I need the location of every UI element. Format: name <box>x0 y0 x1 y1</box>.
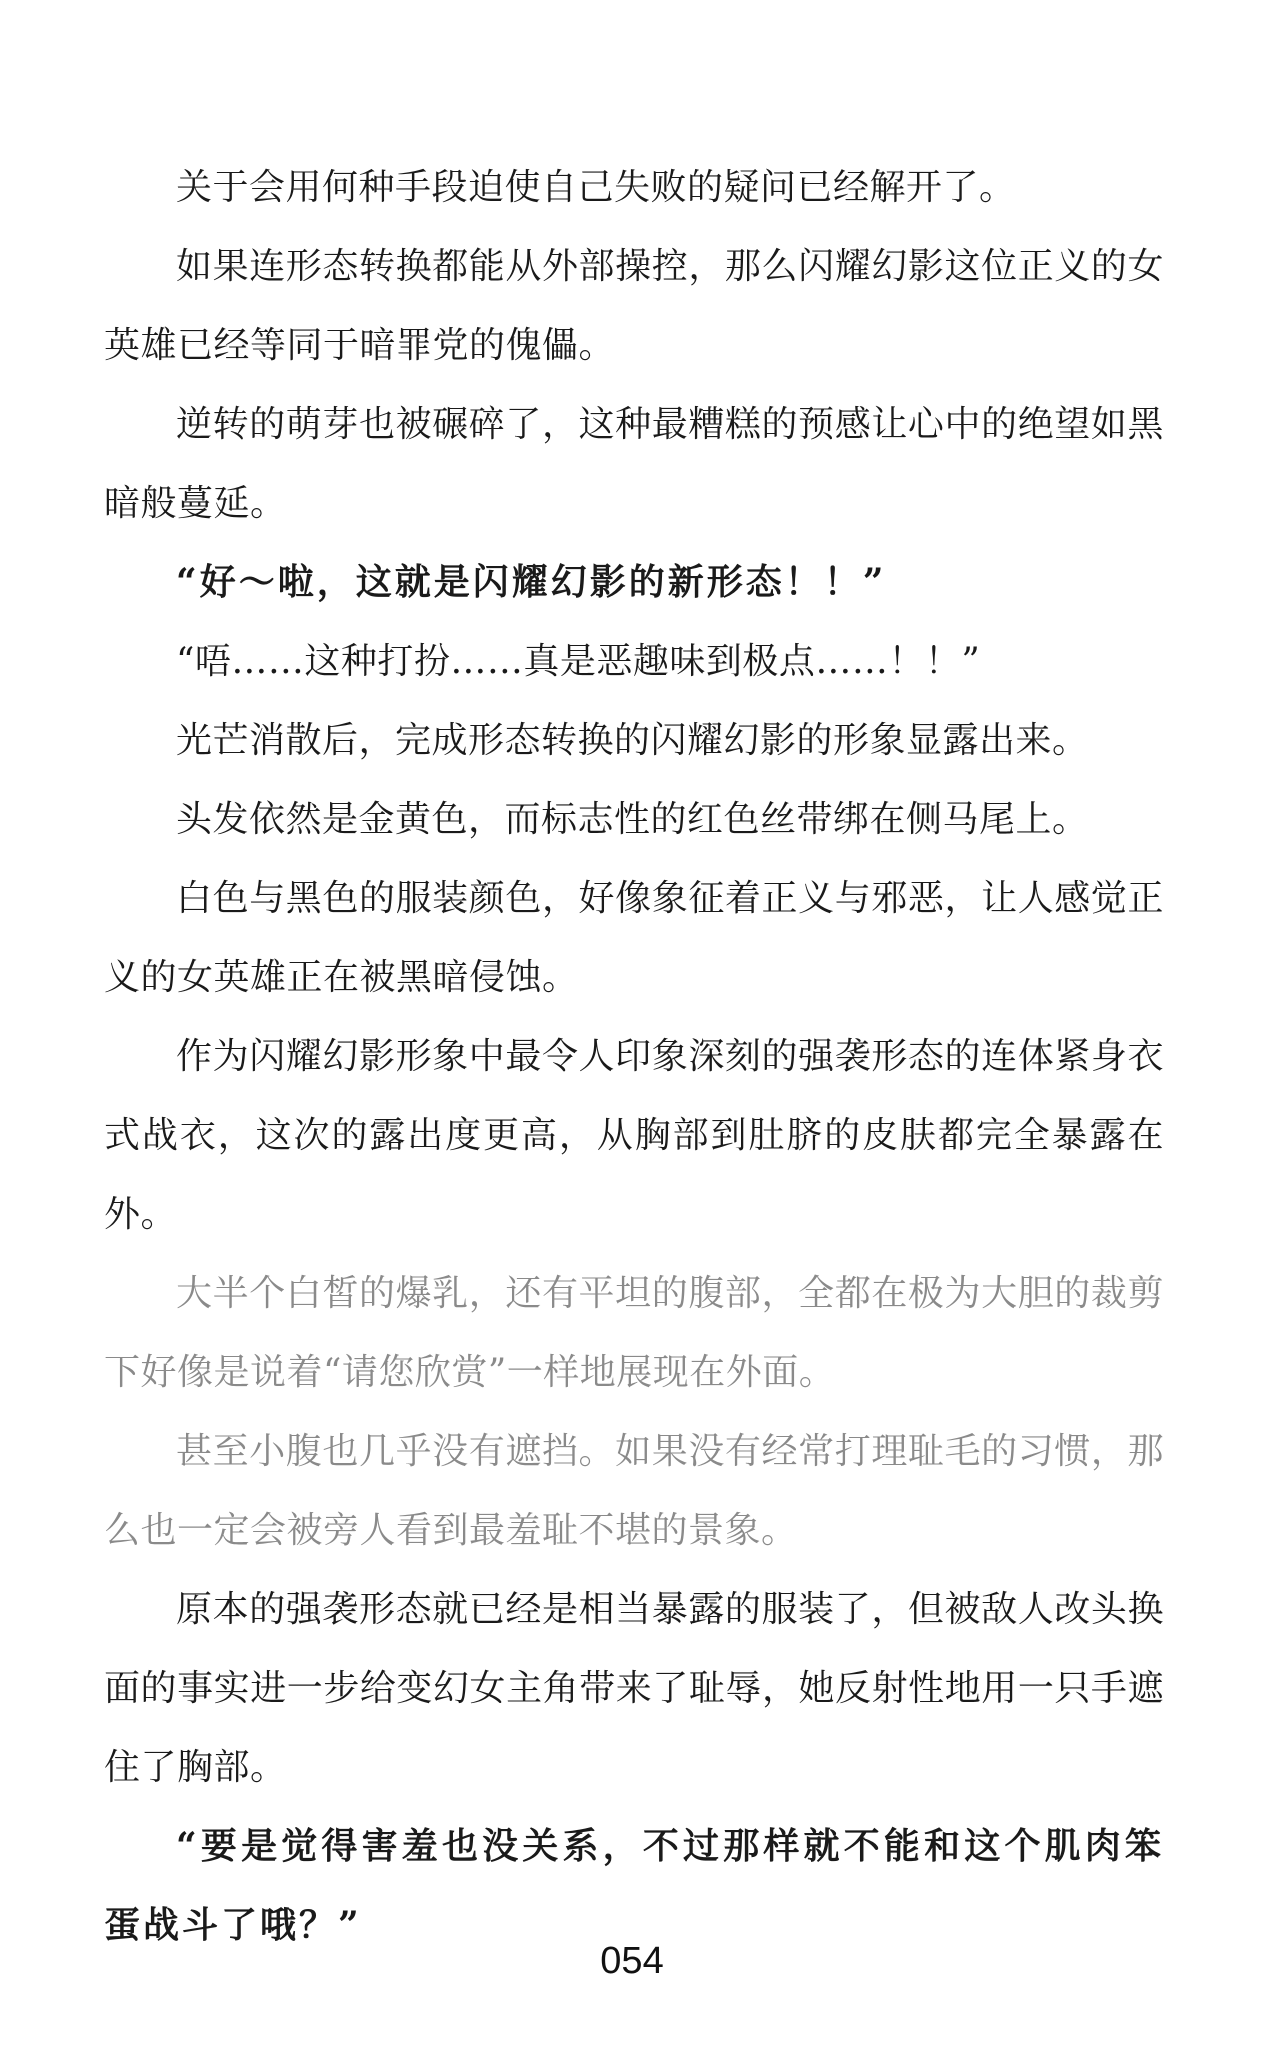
paragraph: 原本的强袭形态就已经是相当暴露的服装了，但被敌人改头换面的事实进一步给变幻女主角带来了耻辱，她反射性地用一只手遮住了胸部。 <box>104 1589 1164 1788</box>
paragraph-faded: 大半个白皙的爆乳，还有平坦的腹部，全都在极为大胆的裁剪下好像是说着“请您欣赏”一样地展现在外面。 <box>104 1273 1164 1393</box>
page-number: 054 <box>600 1940 664 1982</box>
paragraph: 如果连形态转换都能从外部操控，那么闪耀幻影这位正义的女英雄已经等同于暗罪党的傀儡。 <box>104 246 1164 366</box>
paragraph: 关于会用何种手段迫使自己失败的疑问已经解开了。 <box>176 167 1016 208</box>
body-text <box>104 148 1164 1965</box>
dialogue-line: “好～啦，这就是闪耀幻影的新形态！！” <box>176 561 887 603</box>
paragraph: 作为闪耀幻影形象中最令人印象深刻的强袭形态的连体紧身衣式战衣，这次的露出度更高，从胸部到肚脐的皮肤都完全暴露在外。 <box>104 1036 1164 1235</box>
paragraph: 白色与黑色的服装颜色，好像象征着正义与邪恶，让人感觉正义的女英雄正在被黑暗侵蚀。 <box>104 878 1164 998</box>
dialogue-line: “唔……这种打扮……真是恶趣味到极点……！！” <box>176 641 981 682</box>
paragraph: 头发依然是金黄色，而标志性的红色丝带绑在侧马尾上。 <box>176 799 1089 840</box>
paragraph: 逆转的萌芽也被碾碎了，这种最糟糕的预感让心中的绝望如黑暗般蔓延。 <box>104 404 1164 524</box>
dialogue-line: “要是觉得害羞也没关系，不过那样就不能和这个肌肉笨蛋战斗了哦？” <box>104 1825 1164 1946</box>
paragraph-faded: 甚至小腹也几乎没有遮挡。如果没有经常打理耻毛的习惯，那么也一定会被旁人看到最羞耻不堪的景象。 <box>104 1431 1164 1551</box>
paragraph: 光芒消散后，完成形态转换的闪耀幻影的形象显露出来。 <box>176 720 1089 761</box>
